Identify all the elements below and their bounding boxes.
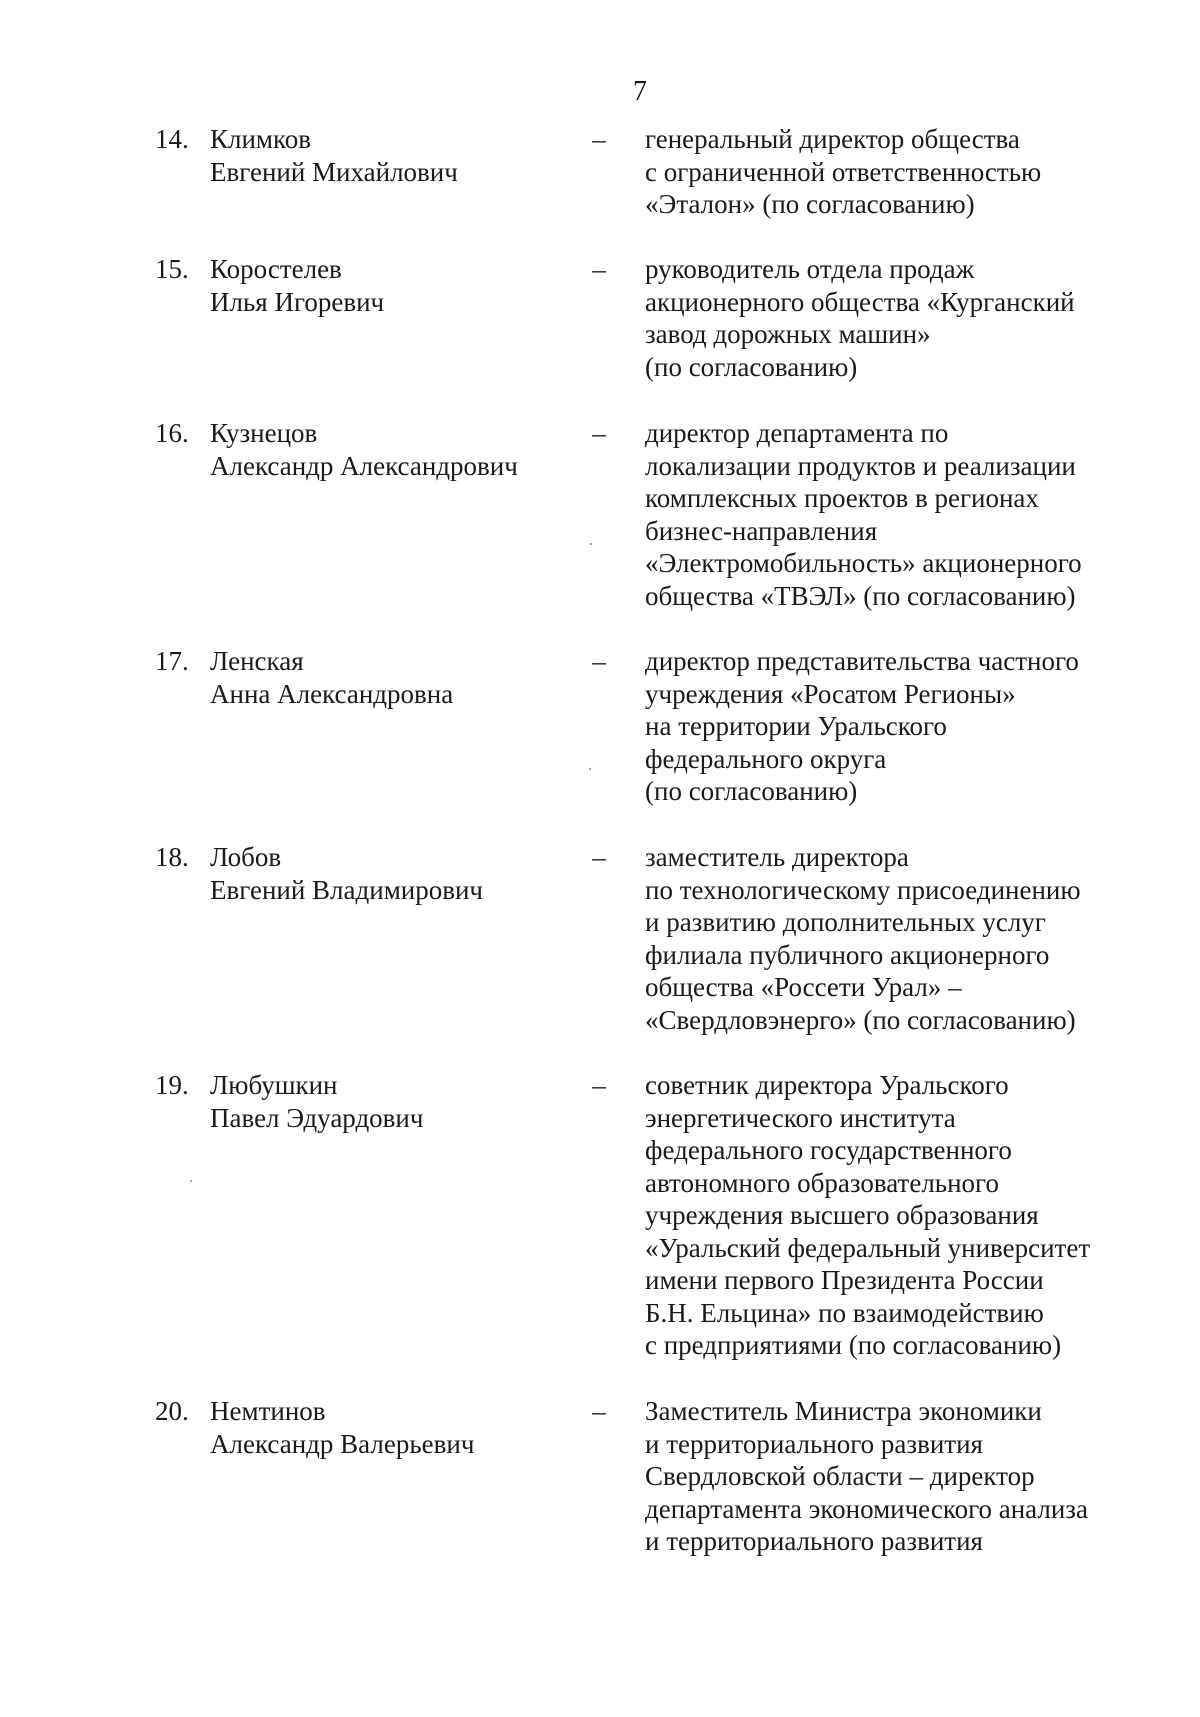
description-line: завод дорожных машин»: [645, 319, 931, 349]
separator-dash: –: [592, 646, 606, 676]
person-surname: Коростелев: [210, 254, 342, 284]
description-line: энергетического института: [645, 1102, 956, 1133]
description-line: на территории Уральского: [645, 711, 947, 741]
scan-speck: [190, 1180, 192, 1182]
description-line: федерального округа: [645, 743, 887, 774]
description-line: учреждения высшего образования: [645, 1200, 1039, 1230]
person-given-names: Александр Валерьевич: [210, 1428, 475, 1459]
description-line: федерального государственного: [645, 1135, 1012, 1165]
description-line: общества «ТВЭЛ» (по согласованию): [645, 580, 1076, 611]
description-line: имени первого Президента России: [645, 1265, 1044, 1295]
person-name: [210, 1069, 570, 1134]
entry-number: 16.: [155, 418, 189, 448]
person-surname: Любушкин: [210, 1070, 338, 1100]
separator-dash: –: [592, 254, 606, 284]
person-given-names: Анна Александровна: [210, 678, 454, 709]
entry-number: 15.: [155, 254, 189, 284]
description-line: «Электромобильность» акционерного: [645, 548, 1082, 578]
description-line: департамента экономического анализа: [645, 1493, 1088, 1524]
separator-dash: –: [592, 1396, 606, 1426]
description-line: директор представительства частного: [645, 646, 1079, 676]
description-line: учреждения «Росатом Регионы»: [645, 678, 1016, 709]
description-line: и территориального развития: [645, 1526, 983, 1556]
description-line: акционерного общества «Курганский: [645, 286, 1075, 317]
person-name: [210, 253, 570, 318]
description-line: бизнес-направления: [645, 515, 878, 546]
description-line: директор департамента по: [645, 418, 949, 448]
person-surname: Климков: [210, 124, 312, 154]
description-line: филиала публичного акционерного: [645, 939, 1050, 970]
person-surname: Ленская: [210, 646, 304, 676]
person-name: [210, 841, 570, 906]
person-surname: Лобов: [210, 842, 282, 872]
person-given-names: Павел Эдуардович: [210, 1102, 424, 1133]
entry-number: 17.: [155, 646, 189, 676]
page-number: 7: [633, 76, 647, 107]
description-line: и развитию дополнительных услуг: [645, 907, 1046, 937]
separator-dash: –: [592, 1070, 606, 1100]
description-line: с предприятиями (по согласованию): [645, 1330, 1062, 1360]
person-given-names: Евгений Владимирович: [210, 874, 484, 905]
separator-dash: –: [592, 418, 606, 448]
description-line: (по согласованию): [645, 776, 858, 806]
description-line: комплексных проектов в регионах: [645, 483, 1039, 513]
entry-number: 18.: [155, 842, 189, 872]
description-line: «Уральский федеральный университет: [645, 1232, 1091, 1263]
person-name: [210, 645, 570, 710]
description-line: Б.Н. Ельцина» по взаимодействию: [645, 1297, 1044, 1328]
description-line: «Эталон» (по согласованию): [645, 189, 975, 219]
description-line: заместитель директора: [645, 842, 909, 872]
description-line: и территориального развития: [645, 1428, 983, 1459]
description-line: локализации продуктов и реализации: [645, 450, 1076, 481]
scan-speck: [589, 768, 591, 770]
person-given-names: Илья Игоревич: [210, 286, 385, 317]
position-description: [645, 645, 1165, 808]
position-description: [645, 417, 1165, 612]
entry-number: 20.: [155, 1396, 189, 1426]
position-description: [645, 1395, 1165, 1558]
separator-dash: –: [592, 842, 606, 872]
position-description: [645, 1069, 1165, 1362]
position-description: [645, 253, 1165, 383]
person-surname: Немтинов: [210, 1396, 326, 1426]
description-line: по технологическому присоединению: [645, 874, 1081, 905]
description-line: генеральный директор общества: [645, 124, 1020, 154]
position-description: [645, 123, 1165, 221]
person-given-names: Евгений Михайлович: [210, 156, 458, 187]
scan-speck: [590, 543, 592, 545]
person-name: [210, 417, 570, 482]
separator-dash: –: [592, 124, 606, 154]
entry-number: 19.: [155, 1070, 189, 1100]
person-surname: Кузнецов: [210, 418, 318, 448]
description-line: Свердловской области – директор: [645, 1461, 1035, 1491]
description-line: «Свердловэнерго» (по согласованию): [645, 1004, 1076, 1035]
person-name: [210, 123, 570, 188]
description-line: руководитель отдела продаж: [645, 254, 975, 284]
description-line: Заместитель Министра экономики: [645, 1396, 1042, 1426]
description-line: общества «Россети Урал» –: [645, 972, 962, 1002]
description-line: автономного образовательного: [645, 1167, 999, 1198]
entry-number: 14.: [155, 124, 189, 154]
description-line: советник директора Уральского: [645, 1070, 1009, 1100]
person-given-names: Александр Александрович: [210, 450, 518, 481]
description-line: (по согласованию): [645, 351, 858, 382]
person-name: [210, 1395, 570, 1460]
position-description: [645, 841, 1165, 1036]
description-line: с ограниченной ответственностью: [645, 156, 1042, 187]
